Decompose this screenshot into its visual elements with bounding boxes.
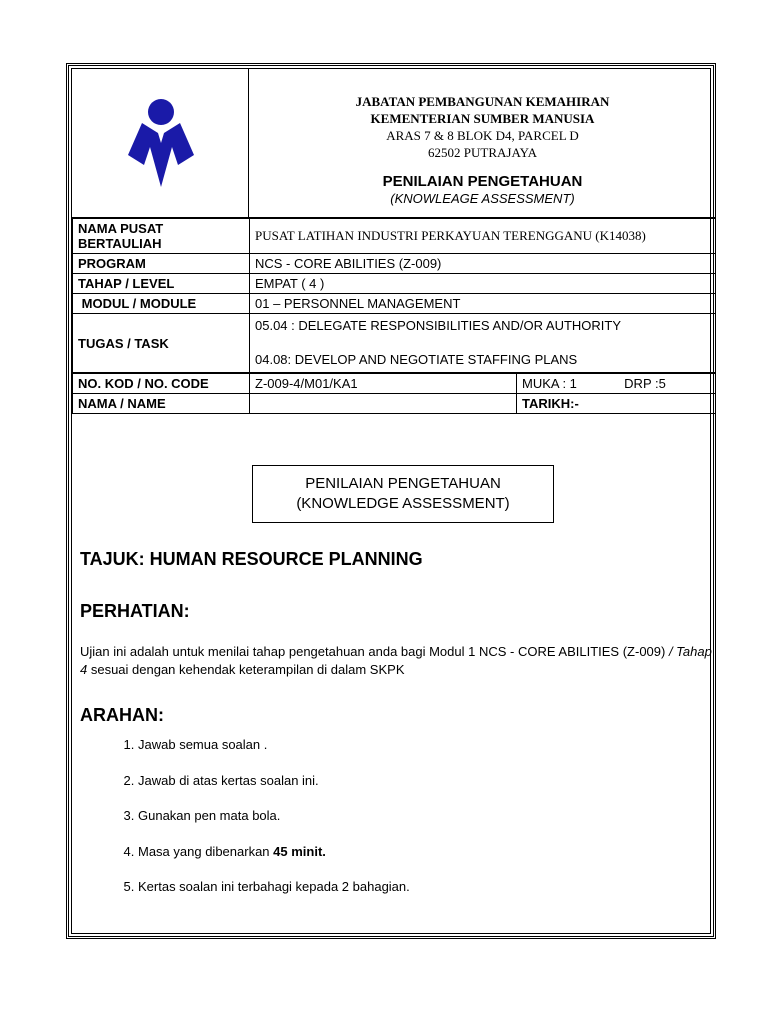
program-label: PROGRAM	[73, 254, 250, 274]
org-name-line1: JABATAN PEMBANGUNAN KEMAHIRAN	[355, 94, 610, 109]
list-item	[138, 878, 410, 914]
attention-paragraph	[80, 643, 716, 679]
instruction-text: Masa yang dibenarkan	[138, 843, 274, 859]
task-item-1: 05.04 : DELEGATE RESPONSIBILITIES AND/OR AUTHORITY	[255, 318, 622, 333]
org-address-line2: 62502 PUTRAJAYA	[428, 145, 537, 160]
program-value: NCS - CORE ABILITIES (Z-009)	[250, 254, 716, 274]
tugas-label: TUGAS / TASK	[73, 314, 250, 374]
attention-text-italic: / Tahap 4	[80, 644, 712, 677]
drp-value: DRP :5	[624, 376, 666, 391]
instruction-text: Kertas soalan ini terbahagi kepada 2 bahagian.	[138, 879, 410, 894]
instructions-list	[80, 736, 410, 914]
agency-logo-icon	[128, 99, 194, 193]
nama-pusat-label-line2: BERTAULIAH	[78, 236, 162, 251]
org-name-line2: KEMENTERIAN SUMBER MANUSIA	[370, 111, 595, 126]
organisation-block	[249, 69, 716, 217]
kod-value: Z-009-4/M01/KA1	[250, 373, 517, 394]
time-allowed: 45 minit.	[273, 843, 326, 859]
instruction-text: Jawab di atas kertas soalan ini.	[138, 772, 319, 788]
modul-value: 01 – PERSONNEL MANAGEMENT	[250, 294, 716, 314]
document-frame	[66, 63, 716, 939]
muka-drp-cell	[517, 373, 716, 394]
instruction-text: Gunakan pen mata bola.	[138, 808, 281, 823]
nama-field[interactable]	[250, 394, 517, 414]
nama-pusat-label-line1: NAMA PUSAT	[78, 221, 164, 236]
org-address-line1: ARAS 7 & 8 BLOK D4, PARCEL D	[386, 128, 579, 143]
modul-label-text: MODUL / MODULE	[81, 296, 197, 311]
assessment-title-line1: PENILAIAN PENGETAHUAN	[305, 475, 501, 492]
info-table	[72, 218, 716, 414]
tahap-value: EMPAT ( 4 )	[250, 274, 716, 294]
topic-heading: TAJUK: HUMAN RESOURCE PLANNING	[80, 549, 423, 569]
nama-label: NAMA / NAME	[73, 394, 250, 414]
tarikh-label: TARIKH:-	[517, 394, 716, 414]
logo-cell	[72, 69, 249, 217]
assessment-title-box	[252, 465, 554, 523]
document-inner-border	[71, 68, 711, 934]
assessment-title-line2: (KNOWLEDGE ASSESSMENT)	[296, 495, 510, 512]
attention-text-2: sesuai dengan kehendak keterampilan di dalam SKPK	[87, 662, 405, 677]
list-item	[138, 736, 410, 772]
list-item	[138, 843, 410, 879]
attention-text-1: Ujian ini adalah untuk menilai tahap pengetahuan anda bagi Modul 1 NCS - CORE ABILITIES (Z-009)	[80, 644, 666, 659]
kod-label: NO. KOD / NO. CODE	[73, 373, 250, 394]
muka-value: MUKA : 1	[522, 376, 577, 391]
modul-label	[73, 294, 250, 314]
tugas-value	[250, 314, 716, 374]
header	[72, 69, 716, 219]
instructions-heading: ARAHAN:	[80, 705, 164, 725]
instruction-text: Jawab semua soalan .	[138, 737, 268, 752]
nama-pusat-label	[73, 219, 250, 254]
document-subtitle: (KNOWLEAGE ASSESSMENT)	[390, 191, 575, 206]
document-title: PENILAIAN PENGETAHUAN	[382, 173, 583, 190]
attention-heading: PERHATIAN:	[80, 601, 190, 621]
task-item-2: 04.08: DEVELOP AND NEGOTIATE STAFFING PLANS	[255, 352, 578, 367]
nama-pusat-value: PUSAT LATIHAN INDUSTRI PERKAYUAN TERENGGANU (K14038)	[250, 219, 716, 254]
list-item	[138, 772, 410, 808]
list-item	[138, 807, 410, 843]
tahap-label: TAHAP / LEVEL	[73, 274, 250, 294]
